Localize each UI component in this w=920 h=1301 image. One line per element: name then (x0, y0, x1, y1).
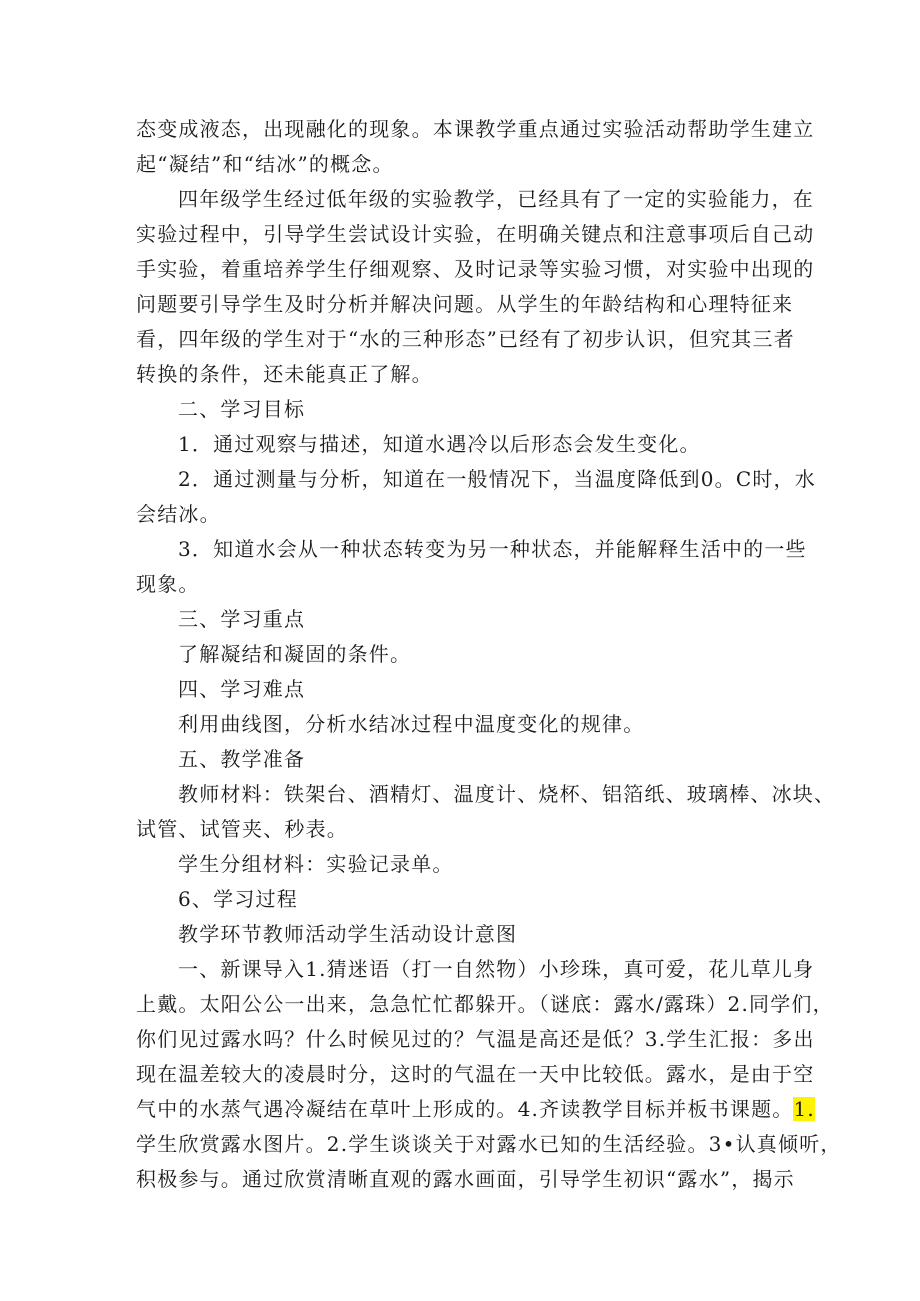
text-line: 实验过程中，引导学生尝试设计实验，在明确关键点和注意事项后自己动 (136, 222, 815, 246)
text-line: 会结冰。 (136, 502, 221, 526)
text-line: 上戴。太阳公公一出来，急急忙忙都躲开。（谜底：露水/露珠）2.同学们， (136, 992, 834, 1016)
line-text: 气中的水蒸气遇冷凝结在草叶上形成的。4.齐读教学目标并板书课题。 (136, 1097, 794, 1121)
objective-item: 2．通过测量与分析，知道在一般情况下，当温度降低到0。C时，水 (178, 467, 816, 491)
text-line: 转换的条件，还未能真正了解。 (136, 362, 433, 386)
paragraph-start-line: 了解凝结和凝固的条件。 (178, 642, 412, 666)
paragraph-start-line: 四年级学生经过低年级的实验教学，已经具有了一定的实验能力，在 (178, 187, 814, 211)
section-heading: 四、学习难点 (178, 677, 306, 701)
document-body (136, 112, 842, 1197)
text-line: 试管、试管夹、秒表。 (136, 817, 348, 841)
paragraph-start-line: 教师材料：铁架台、酒精灯、温度计、烧杯、铝箔纸、玻璃棒、冰块、 (178, 782, 836, 806)
text-line: 问题要引导学生及时分析并解决问题。从学生的年龄结构和心理特征来 (136, 292, 794, 316)
text-line: 学生欣赏露水图片。2.学生谈谈关于对露水已知的生活经验。3•认真倾听， (136, 1132, 842, 1156)
objective-item: 3．知道水会从一种状态转变为另一种状态，并能解释生活中的一些 (178, 537, 807, 561)
text-line: 现在温差较大的凌晨时分，这时的气温在一天中比较低。露水，是由于空 (136, 1062, 815, 1086)
objective-item: 1．通过观察与描述，知道水遇冷以后形态会发生变化。 (178, 432, 701, 456)
text-line: 手实验，着重培养学生仔细观察、及时记录等实验习惯，对实验中出现的 (136, 257, 815, 281)
text-line: 态变成液态，出现融化的现象。本课教学重点通过实验活动帮助学生建立 (136, 117, 815, 141)
text-line: 积极参与。通过欣赏清晰直观的露水画面，引导学生初识“露水”，揭示 (136, 1167, 795, 1191)
paragraph-start-line: 学生分组材料：实验记录单。 (178, 852, 454, 876)
highlighted-text: 1. (793, 1097, 815, 1121)
section-heading: 6、学习过程 (178, 887, 298, 911)
section-heading: 五、教学准备 (178, 747, 306, 771)
section-heading: 三、学习重点 (178, 607, 306, 631)
paragraph-start-line: 利用曲线图，分析水结冰过程中温度变化的规律。 (178, 712, 645, 736)
text-line-with-highlight (136, 1092, 815, 1127)
table-header-line: 教学环节教师活动学生活动设计意图 (178, 922, 518, 946)
text-line: 起“凝结”和“结冰”的概念。 (136, 152, 394, 176)
text-line: 现象。 (136, 572, 200, 596)
section-heading: 二、学习目标 (178, 397, 306, 421)
text-line: 看，四年级的学生对于“水的三种形态”已经有了初步认识，但究其三者 (136, 327, 795, 351)
paragraph-start-line: 一、新课导入1.猜迷语（打一自然物）小珍珠，真可爱，花儿草儿身 (178, 957, 815, 981)
text-line: 你们见过露水吗？什么时候见过的？气温是高还是低？3.学生汇报：多出 (136, 1027, 815, 1051)
